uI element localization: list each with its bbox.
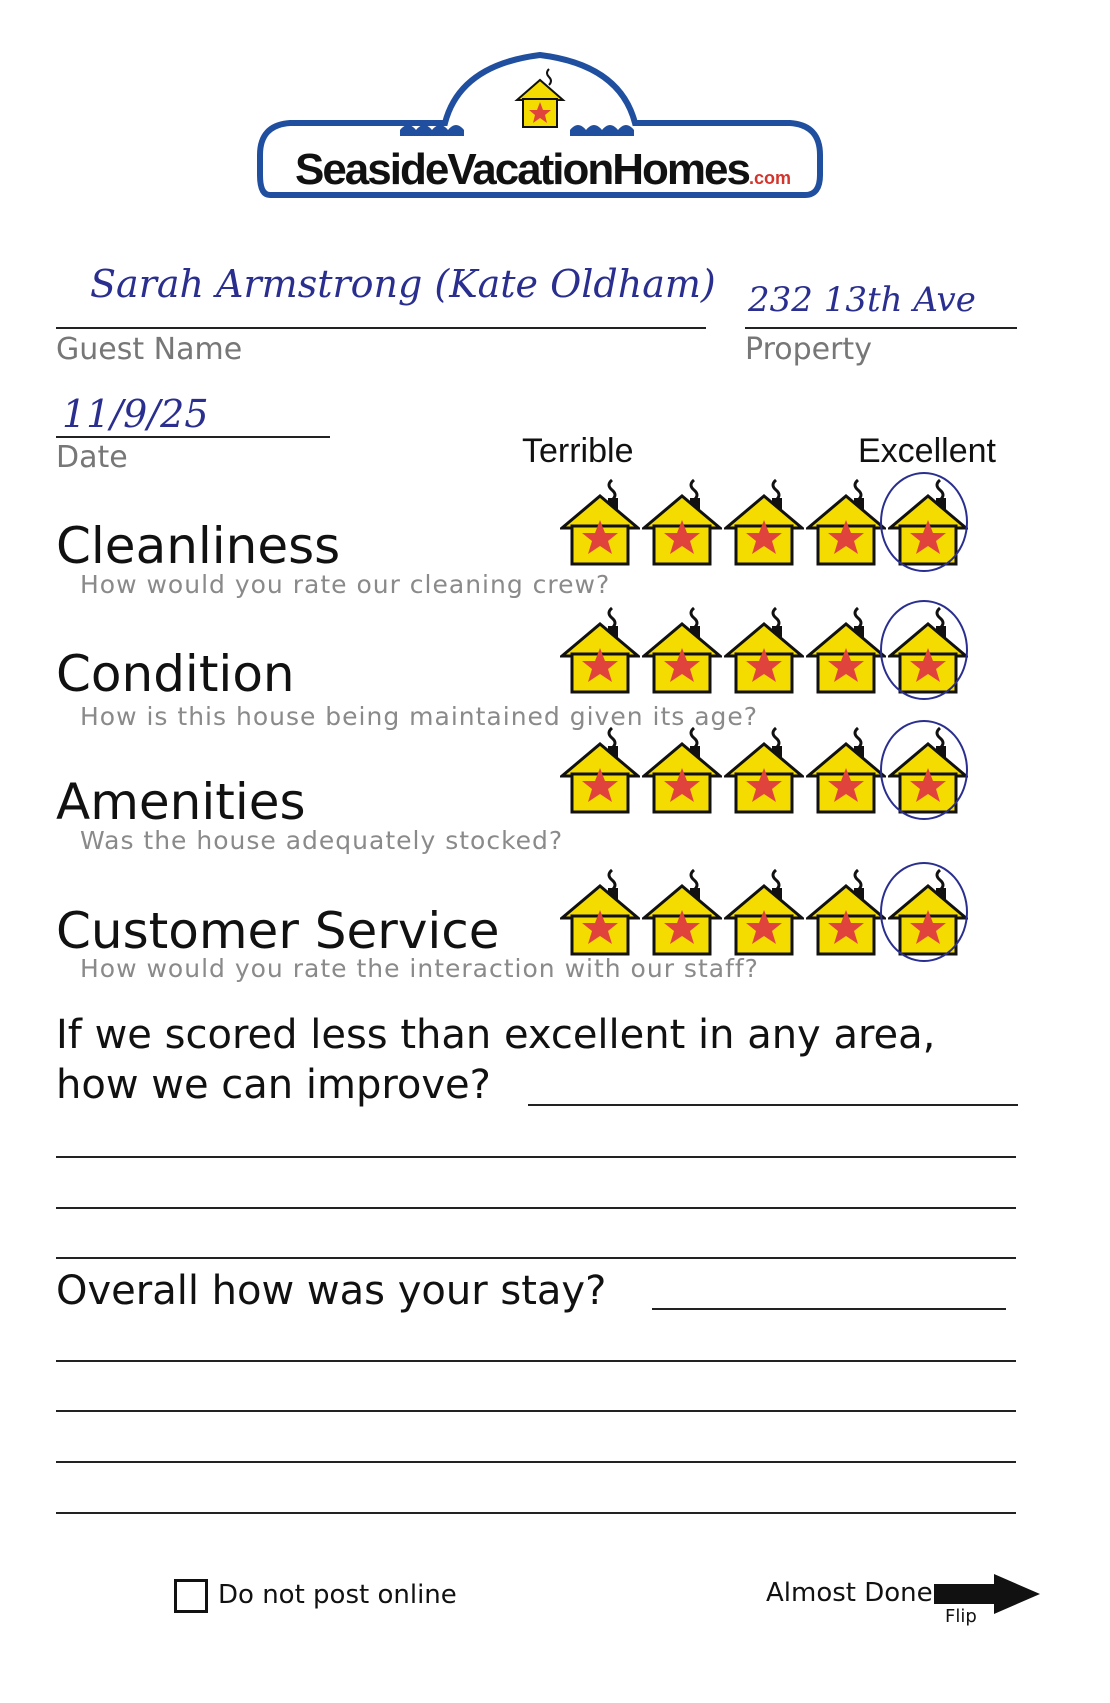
rating-house-star-2[interactable] <box>642 726 722 816</box>
improve-question-line1: If we scored less than excellent in any area, <box>56 1012 936 1058</box>
overall-question: Overall how was your stay? <box>56 1268 607 1314</box>
company-logo <box>250 45 830 215</box>
date-line <box>56 436 330 438</box>
rating-house-star-1[interactable] <box>560 478 640 568</box>
category-customer-service-title: Customer Service <box>56 902 500 960</box>
category-condition-subtitle: How is this house being maintained given its age? <box>80 702 759 731</box>
overall-answer-line-2[interactable] <box>56 1410 1016 1412</box>
category-amenities-title: Amenities <box>56 773 306 831</box>
rating-house-star-3[interactable] <box>724 606 804 696</box>
logo-brand: SeasideVacationHomes <box>294 145 749 194</box>
rating-house-star-4[interactable] <box>806 606 886 696</box>
date-label: Date <box>56 440 128 475</box>
category-customer-service-subtitle: How would you rate the interaction with our staff? <box>80 954 759 983</box>
improve-answer-line-1[interactable] <box>56 1156 1016 1158</box>
category-cleanliness-subtitle: How would you rate our cleaning crew? <box>80 570 611 599</box>
category-amenities-subtitle: Was the house adequately stocked? <box>80 826 564 855</box>
date-value[interactable]: 11/9/25 <box>62 392 209 436</box>
rating-house-star-5[interactable] <box>888 606 968 696</box>
scale-high-label: Excellent <box>858 432 996 470</box>
category-condition-title: Condition <box>56 645 295 703</box>
improve-answer-line-3[interactable] <box>56 1257 1016 1259</box>
scale-low-label: Terrible <box>522 432 634 470</box>
rating-house-star-5[interactable] <box>888 726 968 816</box>
overall-answer-line-3[interactable] <box>56 1461 1016 1463</box>
logo-text <box>273 145 813 195</box>
almost-done-label: Almost Done <box>766 1578 933 1608</box>
do-not-post-checkbox[interactable] <box>174 1579 208 1613</box>
condition-rating[interactable] <box>560 606 968 696</box>
flip-label: Flip <box>945 1606 977 1627</box>
rating-house-star-2[interactable] <box>642 868 722 958</box>
do-not-post-label: Do not post online <box>218 1580 457 1610</box>
cleanliness-rating[interactable] <box>560 478 968 568</box>
improve-answer-line-0[interactable] <box>528 1104 1018 1106</box>
overall-answer-line-0[interactable] <box>652 1308 1006 1310</box>
overall-answer-line-4[interactable] <box>56 1512 1016 1514</box>
selected-rating-circle <box>880 720 968 820</box>
rating-house-star-1[interactable] <box>560 606 640 696</box>
rating-house-star-2[interactable] <box>642 606 722 696</box>
rating-house-star-2[interactable] <box>642 478 722 568</box>
guest-name-line <box>56 327 706 329</box>
overall-answer-line-1[interactable] <box>56 1360 1016 1362</box>
logo-tld: .com <box>749 168 792 188</box>
selected-rating-circle <box>880 600 968 700</box>
rating-house-star-1[interactable] <box>560 726 640 816</box>
amenities-rating[interactable] <box>560 726 968 816</box>
rating-house-star-5[interactable] <box>888 478 968 568</box>
selected-rating-circle <box>880 862 968 962</box>
rating-house-star-4[interactable] <box>806 478 886 568</box>
rating-house-star-3[interactable] <box>724 868 804 958</box>
customer-service-rating[interactable] <box>560 868 968 958</box>
property-label: Property <box>745 332 872 367</box>
property-line <box>745 327 1017 329</box>
rating-house-star-1[interactable] <box>560 868 640 958</box>
property-value[interactable]: 232 13th Ave <box>748 280 976 320</box>
selected-rating-circle <box>880 472 968 572</box>
rating-house-star-3[interactable] <box>724 726 804 816</box>
rating-house-star-4[interactable] <box>806 868 886 958</box>
improve-answer-line-2[interactable] <box>56 1207 1016 1209</box>
rating-house-star-5[interactable] <box>888 868 968 958</box>
improve-question-line2: how we can improve? <box>56 1062 491 1108</box>
rating-house-star-3[interactable] <box>724 478 804 568</box>
rating-house-star-4[interactable] <box>806 726 886 816</box>
guest-name-label: Guest Name <box>56 332 243 367</box>
guest-name-value[interactable]: Sarah Armstrong (Kate Oldham) <box>90 262 716 306</box>
category-cleanliness-title: Cleanliness <box>56 517 341 575</box>
